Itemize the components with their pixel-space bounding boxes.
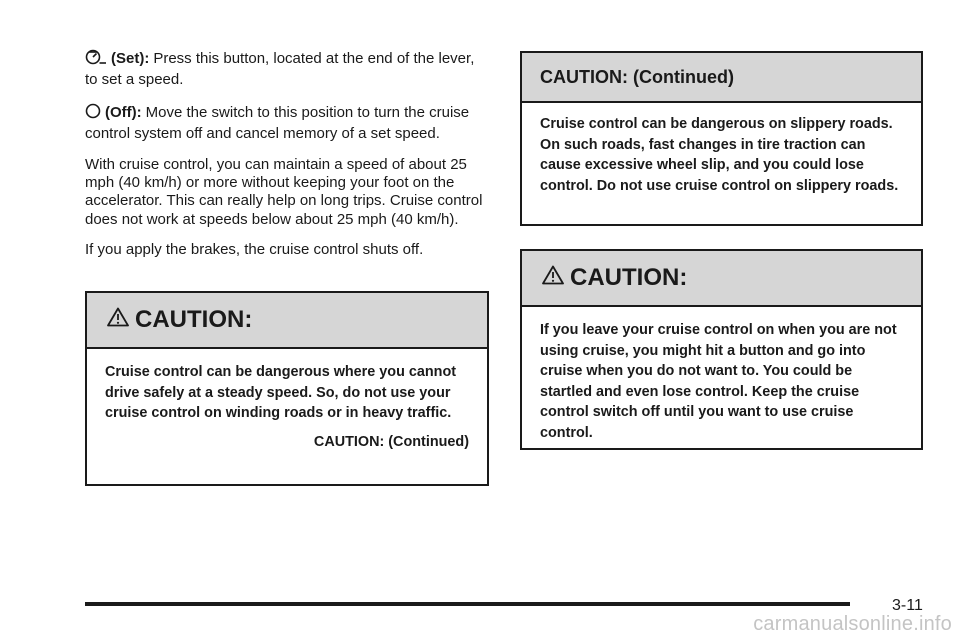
caution-continued-label: CAUTION: (Continued) (313, 433, 469, 450)
caution-text: If you leave your cruise control on when you are not using cruise, you might hit a button and go into cruise when you do not want to. You could be startled and even lose control. Keep the cruise control switch off until you want to use cruise control. (540, 322, 897, 441)
caution-title: CAUTION: (Continued) (540, 66, 734, 87)
set-item (85, 48, 489, 90)
watermark: carmanualsonline.info (753, 613, 952, 635)
paragraph-brakes: If you apply the brakes, the cruise control shuts off. (85, 241, 424, 259)
caution-body (522, 307, 921, 444)
page-number: 3-11 (892, 597, 923, 614)
caution-text: Cruise control can be dangerous where you cannot drive safely at a steady speed. So, do not use your cruise control on winding roads or in heavy traffic. (105, 364, 457, 422)
caution-title: CAUTION: (570, 264, 688, 291)
cruise-off-icon (85, 102, 101, 125)
off-item (85, 102, 489, 144)
left-column (85, 48, 489, 272)
cruise-set-icon (85, 48, 107, 71)
set-term: (Set): (111, 50, 150, 67)
caution-header (87, 293, 487, 349)
caution-body (87, 349, 487, 452)
warning-triangle-icon (542, 264, 564, 292)
set-text: Press this button, located at the end of the lever, to set a speed. (85, 50, 475, 89)
caution-body (522, 103, 921, 196)
caution-header (522, 251, 921, 307)
caution-title: CAUTION: (135, 306, 253, 333)
caution-box-leave-on (520, 249, 923, 450)
off-text: Move the switch to this position to turn the cruise control system off and cancel memory of a set speed. (85, 103, 470, 143)
caution-header (522, 53, 921, 103)
caution-text: Cruise control can be dangerous on slippery roads. On such roads, fast changes in tire traction can cause excessive wheel slip, and you could lose control. Do not use cruise control on slippery roads. (540, 116, 899, 194)
footer-rule (85, 602, 850, 606)
off-term: (Off): (105, 103, 142, 121)
caution-box-slippery-roads (520, 51, 923, 226)
paragraph-speed: With cruise control, you can maintain a speed of about 25 mph (40 km/h) or more without keeping your foot on the accelerator. This can really help on long trips. Cruise control does not work at speeds below about 25 mph (40 km/h). (85, 155, 483, 228)
warning-triangle-icon (107, 306, 129, 334)
caution-box-winding-roads (85, 291, 489, 486)
